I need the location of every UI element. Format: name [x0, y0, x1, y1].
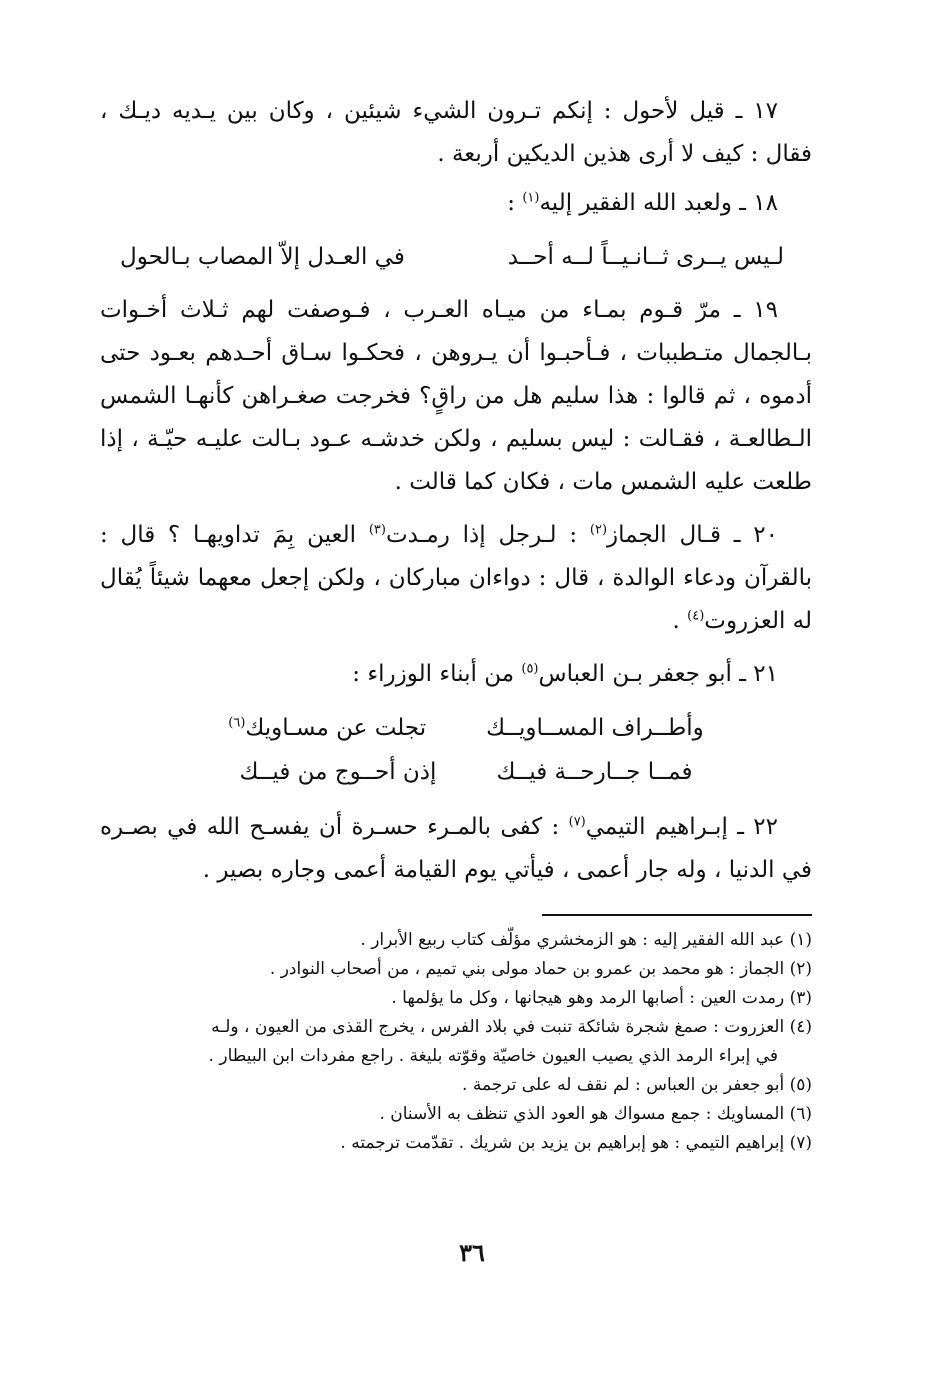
verse-21-block	[100, 706, 812, 794]
verse-21-line-1-first: وأطــراف المســاويــك	[486, 715, 704, 741]
footnote-7: (٧) إبراهيم التيمي : هو إبراهيم بن يزيد بن شريك . تقدّمت ترجمته .	[340, 1133, 812, 1153]
page-number: ٣٦	[459, 1238, 485, 1267]
footnote-divider	[542, 914, 812, 916]
paragraph-19: ١٩ ـ مرّ قـوم بمـاء من ميـاه العـرب ، فـوصفت لهم ثـلاث أخـوات بـالجمال متـطببات ، فـأحبـوا أن يـروهن ، فحكـوا سـاق أحـدهم بعـود حتى أدموه ، ثم قالوا : هذا سليم هل من راقٍ؟ فخرجت صغـراهن كأنهـا الشمس الـطالعـة ، فقـالت : ليس بسليم ، ولكن خدشـه عـود بـالت عليـه حيّـة ، إذا طلعت عليه الشمس مات ، فكان كما قالت .	[100, 297, 812, 495]
paragraph-22-part-b: : كفى بالمـرء حسـرة أن يفسـح الله في بصـره في الدنيا ، وله جار أعمى ، فيأتي يوم القيامة أعمى وجاره بصير .	[100, 814, 812, 883]
paragraph-20-part-b: : لـرجل إذا رمـدت	[385, 522, 590, 548]
footnote-ref-5: (٥)	[521, 661, 539, 677]
footnotes	[100, 926, 812, 1158]
verse-18	[100, 235, 784, 279]
verse-18-first-hemistich: لـيس يــرى ثــانـيــاً لــه أحــد	[507, 244, 784, 270]
verse-21-line-2	[100, 750, 812, 794]
footnote-ref-4: (٤)	[687, 608, 705, 624]
verse-18-second-hemistich: في العـدل إلاّ المصاب بـالحول	[120, 244, 405, 270]
footnote-ref-6: (٦)	[228, 715, 246, 731]
page-body	[100, 90, 812, 1158]
footnote-4-line-1: (٤) العزروت : صمغ شجرة شائكة تنبت في بلاد الفرس ، يخرج القذى من العيون ، ولـه	[211, 1017, 812, 1037]
verse-21-line-1-second-text: تجلت عن مسـاويك	[245, 715, 427, 741]
footnote-6: (٦) المساويك : جمع مسواك هو العود الذي تنظف به الأسنان .	[379, 1104, 812, 1124]
footnote-4-line-2: في إبراء الرمد الذي يصيب العيون خاصيّة وقوّته بليغة . راجع مفردات ابن البيطار .	[208, 1046, 778, 1066]
footnote-ref-7: (٧)	[568, 814, 586, 830]
footnote-2: (٢) الجماز : هو محمد بن عمرو بن حماد مولى بني تميم ، من أصحاب النوادر .	[269, 959, 812, 979]
paragraph-22	[100, 806, 812, 892]
paragraph-20-part-c: العين بِمَ تداويهـا ؟ قال : بالقرآن ودعاء الوالدة ، قال : دواءان مباركان ، ولكن إجعل معهما شيئاً يُقال له العزروت	[100, 522, 812, 634]
verse-21-line-1	[100, 706, 812, 750]
paragraph-21-part-b: من أبناء الوزراء :	[352, 661, 522, 687]
footnote-ref-3: (٣)	[368, 522, 386, 538]
footnote-ref-2: (٢)	[589, 522, 608, 538]
paragraph-20-part-d: .	[672, 608, 688, 634]
verse-21-line-2-first: فمــا جــارحــة فيــك	[496, 759, 693, 785]
paragraph-22-part-a: ٢٢ ـ إبـراهيم التيمي	[585, 814, 778, 840]
paragraph-18-text: ١٨ ـ ولعبد الله الفقير إليه	[539, 190, 778, 216]
footnote-3: (٣) رمدت العين : أصابها الرمد وهو هيجانها ، وكل ما يؤلمها .	[391, 988, 812, 1008]
paragraph-21-part-a: ٢١ ـ أبو جعفر بـن العباس	[538, 661, 778, 687]
verse-21-line-1-second	[228, 706, 426, 750]
paragraph-20	[100, 514, 812, 643]
verse-21-line-2-second: إذن أحــوج من فيــك	[239, 759, 437, 785]
footnote-1: (١) عبد الله الفقير إليه : هو الزمخشري مؤلّف كتاب ربيع الأبرار .	[360, 930, 812, 950]
paragraph-18	[100, 182, 812, 225]
paragraph-18-end: :	[507, 190, 523, 216]
paragraph-20-part-a: ٢٠ ـ قـال الجماز	[607, 522, 778, 548]
paragraph-17: ١٧ ـ قيل لأحول : إنكم تـرون الشيء شيئين ، وكان بين يـديه ديـك ، فقال : كيف لا أرى هذين الديكين أربعة .	[100, 98, 812, 167]
paragraph-21	[100, 653, 812, 696]
footnote-ref-1: (١)	[522, 190, 540, 206]
footnote-4	[100, 1013, 812, 1071]
footnote-5: (٥) أبو جعفر بن العباس : لم نقف له على ترجمة .	[462, 1075, 812, 1095]
